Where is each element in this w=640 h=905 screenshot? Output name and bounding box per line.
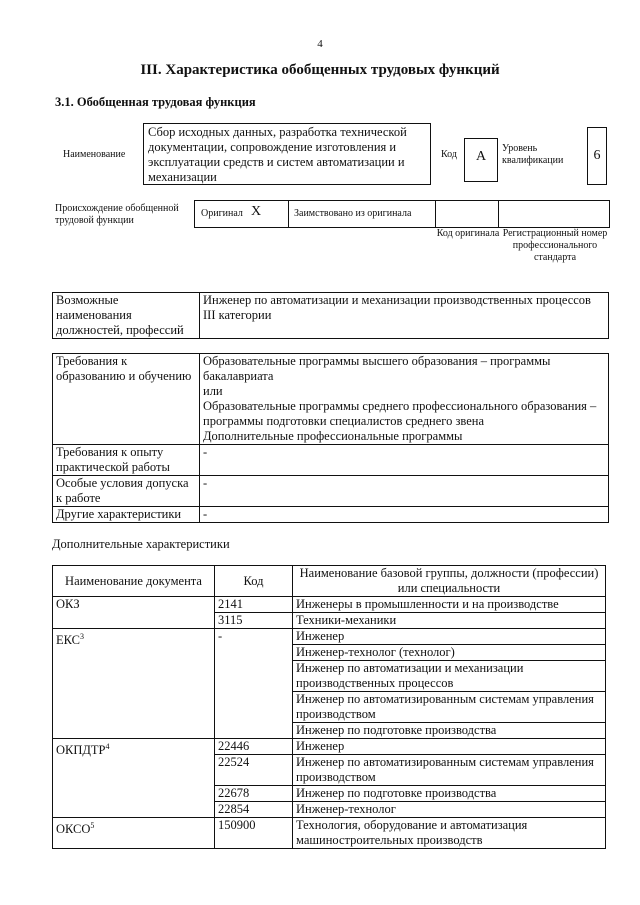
origin-reg-cell	[498, 200, 610, 228]
subsection-title: 3.1. Обобщенная трудовая функция	[55, 95, 256, 109]
name-cell: Инженер по подготовке производства	[293, 723, 606, 739]
additional-title: Дополнительные характеристики	[52, 537, 230, 551]
req-admission-value: -	[200, 476, 609, 507]
doc-name: ОКЗ	[56, 597, 80, 611]
name-cell: Инженер по автоматизации и механизации производственных процессов	[293, 661, 606, 692]
req-experience-label: Требования к опыту практической работы	[53, 445, 200, 476]
name-cell: Техники-механики	[293, 613, 606, 629]
req-education-line: или	[203, 384, 223, 398]
origin-borrowed-label: Заимствовано из оригинала	[294, 208, 412, 219]
req-other-label: Другие характеристики	[53, 507, 200, 523]
name-cell: Технология, оборудование и автоматизация машиностроительных производств	[293, 818, 606, 849]
header-code: Код	[215, 566, 293, 597]
name-cell: Инженер-технолог (технолог)	[293, 645, 606, 661]
origin-reg-number-label: Регистрационный номер профессионального стандарта	[502, 228, 608, 263]
origin-code-original-label: Код оригинала	[436, 228, 500, 239]
table-row	[53, 739, 606, 755]
table-row	[53, 629, 606, 645]
req-education-line: Образовательные программы среднего профессионального образования – программы подготовки специалистов среднего звена	[203, 399, 597, 428]
additional-table	[52, 565, 606, 849]
otf-name-label: Наименование	[63, 149, 126, 160]
code-cell: 2141	[215, 597, 293, 613]
name-cell: Инженер по подготовке производства	[293, 786, 606, 802]
req-other-value: -	[200, 507, 609, 523]
doc-cell	[53, 739, 215, 818]
code-cell: 3115	[215, 613, 293, 629]
doc-cell	[53, 597, 215, 629]
page-number: 4	[317, 38, 323, 50]
origin-code-cell	[435, 200, 499, 228]
req-education-value	[200, 354, 609, 445]
req-education-label: Требования к образованию и обучению	[53, 354, 200, 445]
req-experience-value: -	[200, 445, 609, 476]
otf-code-label: Код	[441, 149, 457, 160]
code-cell: 150900	[215, 818, 293, 849]
header-document: Наименование документа	[53, 566, 215, 597]
header-name: Наименование базовой группы, должности (профессии) или специальности	[293, 566, 606, 597]
otf-code-value: А	[464, 138, 498, 182]
footnote-ref: 4	[105, 742, 110, 751]
otf-name-value: Сбор исходных данных, разработка технической документации, сопровождение изготовления и эксплуатации средств и систем автоматизации и механизации	[143, 123, 431, 185]
doc-name: ОКСО	[56, 822, 91, 837]
table-row	[53, 818, 606, 849]
origin-original-mark: X	[251, 204, 262, 219]
requirements-table	[52, 353, 609, 523]
section-title: III. Характеристика обобщенных трудовых функций	[140, 62, 500, 78]
doc-name: ЕКС	[56, 633, 80, 648]
footnote-ref: 3	[80, 632, 84, 641]
doc-name: ОКПДТР	[56, 743, 106, 758]
otf-level-value: 6	[587, 127, 607, 185]
code-cell: 22446	[215, 739, 293, 755]
req-admission-label: Особые условия допуска к работе	[53, 476, 200, 507]
positions-value: Инженер по автоматизации и механизации производственных процессов III категории	[200, 293, 609, 339]
name-cell: Инженер по автоматизированным системам управления производством	[293, 755, 606, 786]
table-row	[53, 597, 606, 613]
doc-cell	[53, 818, 215, 849]
code-cell: 22524	[215, 755, 293, 786]
origin-original-cell	[194, 200, 289, 228]
name-cell: Инженеры в промышленности и на производстве	[293, 597, 606, 613]
name-cell: Инженер	[293, 739, 606, 755]
req-education-line: Дополнительные профессиональные программы	[203, 429, 463, 443]
positions-table	[52, 292, 609, 339]
req-education-line: Образовательные программы высшего образования – программы бакалавриата	[203, 354, 551, 383]
origin-original-label: Оригинал	[201, 208, 243, 219]
name-cell: Инженер-технолог	[293, 802, 606, 818]
name-cell: Инженер по автоматизированным системам управления производством	[293, 692, 606, 723]
name-cell: Инженер	[293, 629, 606, 645]
footnote-ref: 5	[90, 821, 95, 830]
origin-borrowed-cell	[288, 200, 436, 228]
code-cell: 22854	[215, 802, 293, 818]
otf-level-label: Уровень квалификации	[502, 143, 564, 166]
origin-label: Происхождение обобщенной трудовой функции	[55, 203, 179, 226]
positions-label: Возможные наименования должностей, профессий	[53, 293, 200, 339]
code-cell: 22678	[215, 786, 293, 802]
code-cell: -	[215, 629, 293, 739]
doc-cell	[53, 629, 215, 739]
